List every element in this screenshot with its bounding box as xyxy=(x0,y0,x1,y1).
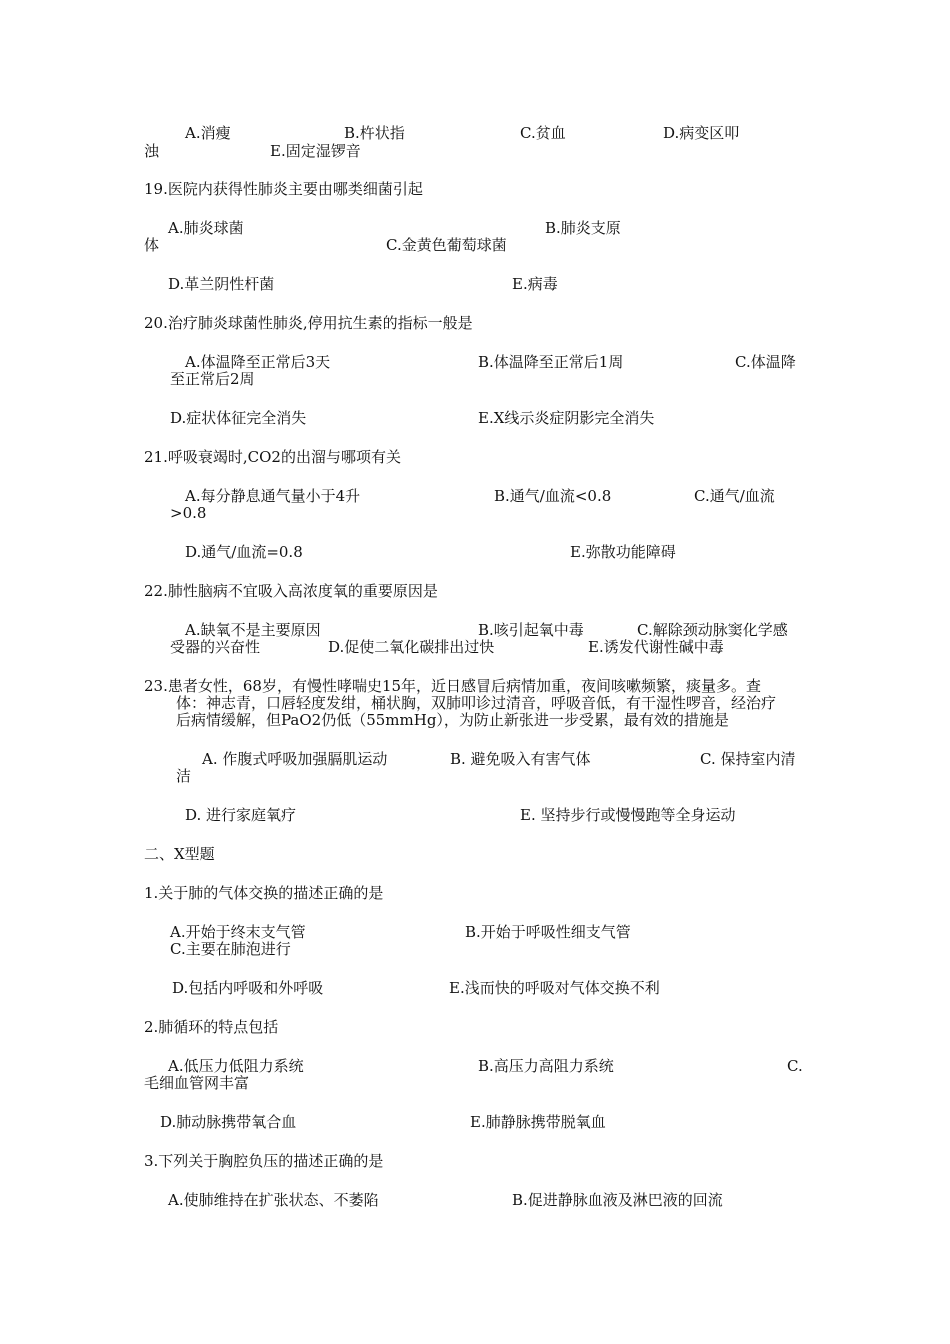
x2-stem: 2.肺循环的特点包括 xyxy=(144,1018,279,1036)
x1-option-b: B.开始于呼吸性细支气管 xyxy=(465,923,631,941)
q23-option-e: E. 坚持步行或慢慢跑等全身运动 xyxy=(520,806,736,824)
q19-option-d: D.革兰阴性杆菌 xyxy=(168,275,275,293)
x1-option-e: E.浅而快的呼吸对气体交换不利 xyxy=(449,979,660,997)
x3-option-b: B.促进静脉血液及淋巴液的回流 xyxy=(512,1191,723,1209)
q22-option-c-continued: 受器的兴奋性 xyxy=(170,638,261,656)
x1-option-a: A.开始于终末支气管 xyxy=(170,923,306,941)
q22-option-e: E.诱发代谢性碱中毒 xyxy=(588,638,724,656)
section-heading-x-type: 二、X型题 xyxy=(144,845,215,863)
q19-option-b-continued: 体 xyxy=(144,236,160,254)
q21-option-c: C.通气/血流 xyxy=(694,487,775,505)
x2-option-e: E.肺静脉携带脱氧血 xyxy=(470,1113,606,1131)
x2-option-a: A.低压力低阻力系统 xyxy=(168,1057,304,1075)
q18-option-b: B.杵状指 xyxy=(344,124,405,142)
q19-option-c: C.金黄色葡萄球菌 xyxy=(386,236,507,254)
q20-stem: 20.治疗肺炎球菌性肺炎,停用抗生素的指标一般是 xyxy=(144,314,473,332)
q18-option-e: E.固定湿锣音 xyxy=(270,142,361,160)
q23-stem-line-1: 23.患者女性，68岁，有慢性哮喘史15年，近日感冒后病情加重，夜间咳嗽频繁，痰量多。查 xyxy=(144,677,762,695)
x2-option-c: C. xyxy=(787,1057,803,1075)
x1-option-c: C.主要在肺泡进行 xyxy=(170,940,291,958)
q22-stem: 22.肺性脑病不宜吸入高浓度氧的重要原因是 xyxy=(144,582,438,600)
q22-option-d: D.促使二氧化碳排出过快 xyxy=(328,638,495,656)
q18-option-c: C.贫血 xyxy=(520,124,566,142)
x2-option-b: B.高压力高阻力系统 xyxy=(478,1057,614,1075)
q20-option-c-continued: 至正常后2周 xyxy=(170,370,255,388)
x3-option-a: A.使肺维持在扩张状态、不萎陷 xyxy=(168,1191,379,1209)
q20-option-a: A.体温降至正常后3天 xyxy=(185,353,331,371)
q23-option-a: A. 作腹式呼吸加强膈肌运动 xyxy=(202,750,388,768)
q18-option-a: A.消瘦 xyxy=(185,124,231,142)
q22-option-a: A.缺氧不是主要原因 xyxy=(185,621,321,639)
q21-option-b: B.通气/血流<0.8 xyxy=(494,487,612,505)
q19-option-e: E.病毒 xyxy=(512,275,558,293)
q19-option-b: B.肺炎支原 xyxy=(545,219,621,237)
q23-option-c: C. 保持室内清 xyxy=(700,750,796,768)
q21-stem: 21.呼吸衰竭时,CO2的出溜与哪项有关 xyxy=(144,448,401,466)
q23-stem-line-3: 后病情缓解，但PaO2仍低（55mmHg），为防止新张进一步受累，最有效的措施是 xyxy=(176,711,729,729)
x2-option-d: D.肺动脉携带氧合血 xyxy=(160,1113,297,1131)
x3-stem: 3.下列关于胸腔负压的描述正确的是 xyxy=(144,1152,384,1170)
q21-option-c-continued: >0.8 xyxy=(170,504,207,522)
q18-option-d-continued: 浊 xyxy=(144,142,160,160)
q23-option-c-continued: 洁 xyxy=(176,767,192,785)
q21-option-e: E.弥散功能障碍 xyxy=(570,543,676,561)
x1-option-d: D.包括内呼吸和外呼吸 xyxy=(172,979,324,997)
q20-option-d: D.症状体征完全消失 xyxy=(170,409,307,427)
q23-option-b: B. 避免吸入有害气体 xyxy=(450,750,591,768)
q20-option-c: C.体温降 xyxy=(735,353,796,371)
q19-option-a: A.肺炎球菌 xyxy=(168,219,244,237)
q23-stem-line-2: 体：神志青，口唇轻度发绀，桶状胸，双肺叩诊过清音，呼吸音低，有干湿性啰音，经治疗 xyxy=(176,694,777,712)
q21-option-a: A.每分静息通气量小于4升 xyxy=(185,487,361,505)
q20-option-b: B.体温降至正常后1周 xyxy=(478,353,624,371)
q23-option-d: D. 进行家庭氧疗 xyxy=(185,806,297,824)
q21-option-d: D.通气/血流=0.8 xyxy=(185,543,303,561)
q22-option-c: C.解除颈动脉窦化学感 xyxy=(637,621,788,639)
q20-option-e: E.X线示炎症阴影完全消失 xyxy=(478,409,655,427)
q22-option-b: B.咳引起氧中毒 xyxy=(478,621,584,639)
q18-option-d: D.病变区叩 xyxy=(663,124,740,142)
x1-stem: 1.关于肺的气体交换的描述正确的是 xyxy=(144,884,384,902)
x2-option-c-continued: 毛细血管网丰富 xyxy=(144,1074,250,1092)
q19-stem: 19.医院内获得性肺炎主要由哪类细菌引起 xyxy=(144,180,423,198)
